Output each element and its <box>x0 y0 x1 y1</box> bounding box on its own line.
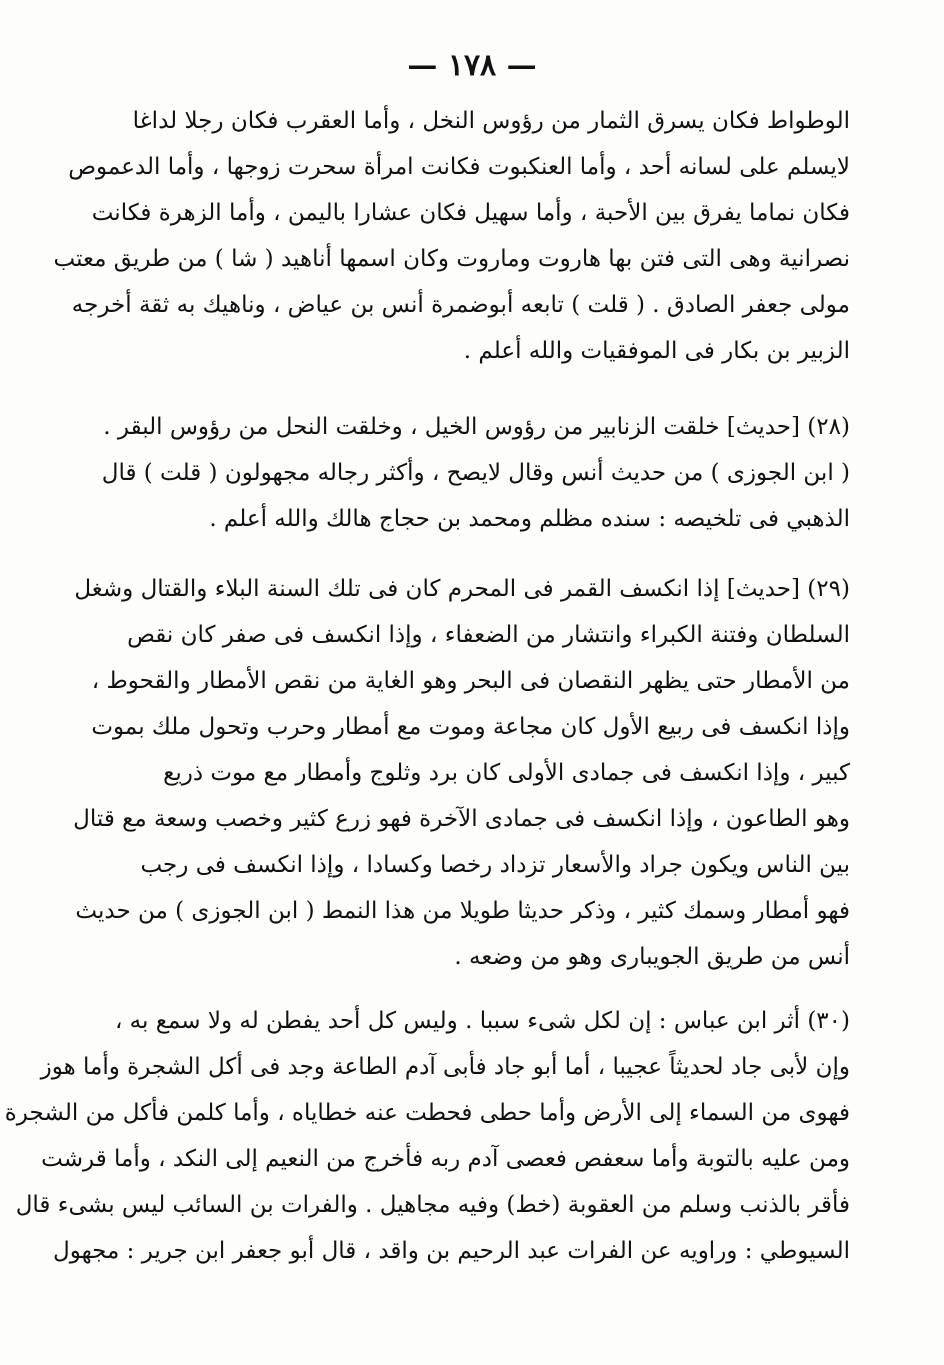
text-line: فهوى من السماء إلى الأرض وأما حطى فحطت عنه خطاياه ، وأما كلمن فأكل من الشجرة <box>4 1100 850 1126</box>
text-line: وإن لأبى جاد لحديثاً عجيبا ، أما أبو جاد فأبى آدم الطاعة وجد فى أكل الشجرة وأما هوز <box>40 1054 850 1080</box>
text-line: وإذا انكسف فى ربيع الأول كان مجاعة وموت مع أمطار وحرب وتحول ملك بموت <box>91 714 850 740</box>
text-line: من الأمطار حتى يظهر النقصان فى البحر وهو الغاية من نقص الأمطار والقحوط ، <box>91 668 850 694</box>
text-line: فأقر بالذنب وسلم من العقوبة (خط) وفيه مجاهيل . والفرات بن السائب ليس بشىء قال <box>15 1192 850 1218</box>
paragraph-hadith-28 <box>96 404 850 542</box>
paragraph-intro <box>53 98 850 374</box>
page-number: — ١٧٨ — <box>407 48 537 83</box>
text-line: لايسلم على لسانه أحد ، وأما العنكبوت فكانت امرأة سحرت زوجها ، وأما الدعموص <box>68 154 850 180</box>
text-line: الذهبي فى تلخيصه : سنده مظلم ومحمد بن حجاج هالك والله أعلم . <box>209 506 850 532</box>
text-line: (٢٩) [حديث] إذا انكسف القمر فى المحرم كان فى تلك السنة البلاء والقتال وشغل <box>74 576 850 602</box>
text-line: ومن عليه بالتوبة وأما سعفص فعصى آدم ربه فأخرج من النعيم إلى النكد ، وأما قرشت <box>41 1146 850 1172</box>
text-line: مولى جعفر الصادق . ( قلت ) تابعه أبوضمرة أنس بن عياض ، وناهيك به ثقة أخرجه <box>71 292 850 318</box>
text-line: الزبير بن بكار فى الموفقيات والله أعلم . <box>463 338 850 364</box>
text-line: السيوطي : وراويه عن الفرات عبد الرحيم بن واقد ، قال أبو جعفر ابن جرير : مجهول <box>52 1238 850 1264</box>
text-line: نصرانية وهى التى فتن بها هاروت وماروت وكان اسمها أناهيد ( شا ) من طريق معتب <box>53 246 850 272</box>
text-line: ( ابن الجوزى ) من حديث أنس وقال لايصح ، وأكثر رجاله مجهولون ( قلت ) قال <box>101 460 850 486</box>
paragraph-hadith-29 <box>73 566 850 980</box>
text-line: (٢٨) [حديث] خلقت الزنابير من رؤوس الخيل ، وخلقت النحل من رؤوس البقر . <box>103 414 850 440</box>
text-line: فكان نماما يفرق بين الأحبة ، وأما سهيل فكان عشارا باليمن ، وأما الزهرة فكانت <box>91 200 850 226</box>
text-line: فهو أمطار وسمك كثير ، وذكر حديثا طويلا من هذا النمط ( ابن الجوزى ) من حديث <box>75 898 850 924</box>
text-line: السلطان وفتنة الكبراء وانتشار من الضعفاء ، وإذا انكسف فى صفر كان نقص <box>127 622 850 648</box>
paragraph-athar-30 <box>4 998 850 1274</box>
text-line: بين الناس ويكون جراد والأسعار تزداد رخصا وكسادا ، وإذا انكسف فى رجب <box>140 852 850 878</box>
text-line: الوطواط فكان يسرق الثمار من رؤوس النخل ، وأما العقرب فكان رجلا لداغا <box>132 108 850 134</box>
text-line: أنس من طريق الجويبارى وهو من وضعه . <box>454 944 850 970</box>
text-line: (٣٠) أثر ابن عباس : إن لكل شىء سببا . وليس كل أحد يفطن له ولا سمع به ، <box>114 1008 850 1034</box>
text-line: وهو الطاعون ، وإذا انكسف فى جمادى الآخرة فهو زرع كثير وخصب وسعة مع قتال <box>73 806 850 832</box>
text-line: كبير ، وإذا انكسف فى جمادى الأولى كان برد وثلوج وأمطار مع موت ذريع <box>163 760 850 786</box>
